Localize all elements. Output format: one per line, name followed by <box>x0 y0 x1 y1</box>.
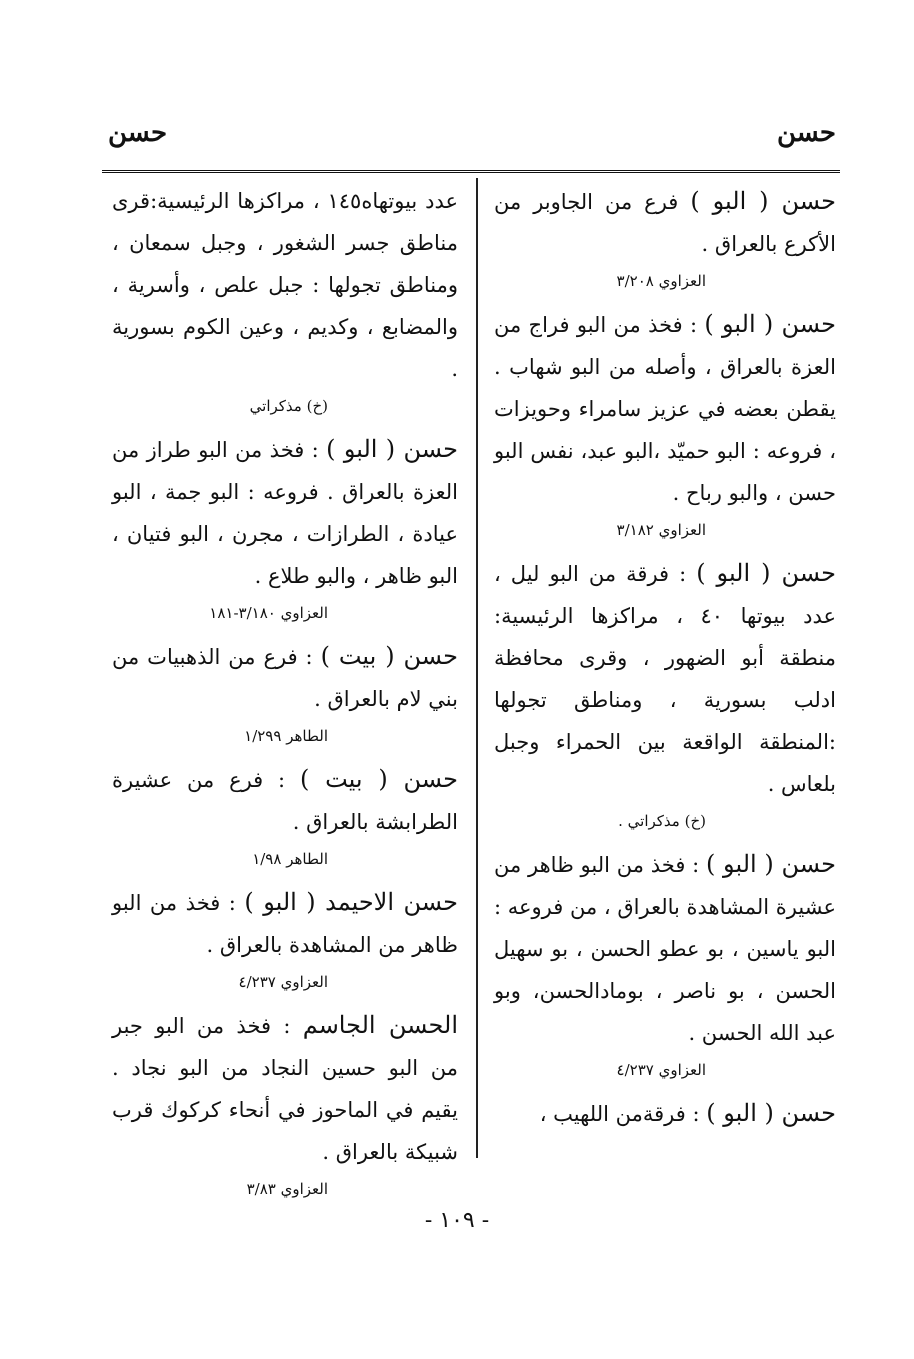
entry-body: : فرع من الذهبيات من بني لام بالعراق . <box>112 645 458 711</box>
entry <box>112 180 458 418</box>
entry <box>494 303 836 542</box>
entry-body: : فخذ من البو جبر من البو حسين النجاد من البو نجاد . يقيم في الماحوز في أنحاء كركوك قرب شبيكة بالعراق . <box>112 1014 458 1164</box>
entry-body: : فخذ من البو ظاهر من المشاهدة بالعراق . <box>112 891 458 957</box>
entry <box>494 180 836 293</box>
entry-term: الحسن الجاسم <box>302 1011 458 1039</box>
entry-source: العزاوي ٤/٢٣٧ <box>238 973 328 991</box>
entry-term: حسن ( البو ) <box>690 187 837 215</box>
entry-source: الطاهر ١/٩٨ <box>252 850 328 868</box>
entry-source: (خ) مذكراتي <box>249 397 328 415</box>
entry <box>494 552 836 833</box>
column-divider <box>476 178 478 1158</box>
entry-source: العزاوي ٣/١٨٢ <box>616 521 706 539</box>
entry <box>112 428 458 625</box>
entry <box>112 635 458 748</box>
entry-body: : فرقةمن اللهيب ، <box>539 1102 707 1126</box>
entry-term: حسن ( البو ) <box>326 435 458 463</box>
right-column <box>494 180 836 1135</box>
entry <box>494 843 836 1082</box>
entry-body: : فرقة من البو ليل ، عدد بيوتها ٤٠ ، مراكزها الرئيسية: منطقة أبو الضهور ، وقرى محافظة ادلب بسورية ، ومناطق تجولها :المنطقة الواقعة بين الحمراء وجبل بلعاس . <box>494 562 836 796</box>
entry-source: العزاوي ٤/٢٣٧ <box>616 1061 706 1079</box>
entry <box>112 881 458 994</box>
page-number: - ١٠٩ - <box>424 1208 490 1233</box>
entry-body: عدد بيوتهاه١٤٥ ، مراكزها الرئيسية:قرى مناطق جسر الشغور ، وجبل سمعان ، ومناطق تجولها : جبل علص ، وأسرية ، والمضابع ، وكديم ، وعين الكوم بسورية . <box>112 189 459 381</box>
running-head-left: حسن <box>108 118 168 148</box>
entry-term: حسن ( البو ) <box>706 1099 836 1127</box>
entry <box>112 1004 458 1201</box>
entry-body: : فرع من عشيرة الطرابشة بالعراق . <box>112 768 458 834</box>
entry-term: حسن ( البو ) <box>704 310 837 338</box>
running-head-right: حسن <box>776 118 836 148</box>
entry-body: : فخذ من البو فراج من العزة بالعراق ، وأصله من البو شهاب . يقطن بعضه في عزيز سامراء وحويزات ، فروعه : البو حميّد ،البو عبد، نفس البو حسن ، والبو رباح . <box>494 313 836 505</box>
entry-term: حسن ( البو ) <box>696 559 836 587</box>
entry-body: فرع من الجاوبر من الأكرع بالعراق . <box>494 190 836 256</box>
entry <box>112 758 458 871</box>
entry-source: (خ) مذكراتي . <box>618 812 706 830</box>
entry-term: حسن ( بيت ) <box>299 765 458 793</box>
entry-term: حسن ( بيت ) <box>320 642 458 670</box>
entry-source: العزاوي ٣/٢٠٨ <box>616 272 706 290</box>
left-column <box>112 180 458 1211</box>
header-rule <box>102 170 840 173</box>
entry-term: حسن الاحيمد ( البو ) <box>244 888 458 916</box>
entry <box>494 1092 836 1135</box>
entry-source: الطاهر ١/٢٩٩ <box>244 727 328 745</box>
entry-source: العزاوي ٣/٨٣ <box>246 1180 328 1198</box>
entry-source: العزاوي ٣/١٨٠-١٨١ <box>209 604 328 622</box>
entry-term: حسن ( البو ) <box>705 850 836 878</box>
entry-body: : فخذ من البو طراز من العزة بالعراق . فروعه : البو جمة ، البو عيادة ، الطرازات ، مجرن ، البو فتيان ، البو ظاهر ، والبو طلاع . <box>112 438 458 588</box>
entry-body: : فخذ من البو ظاهر من عشيرة المشاهدة بالعراق ، من فروعه : البو ياسين ، بو عطو الحسن ، بو سهيل الحسن ، بو ناصر ، بومادالحسن، وبو عبد الله الحسن . <box>494 853 836 1045</box>
